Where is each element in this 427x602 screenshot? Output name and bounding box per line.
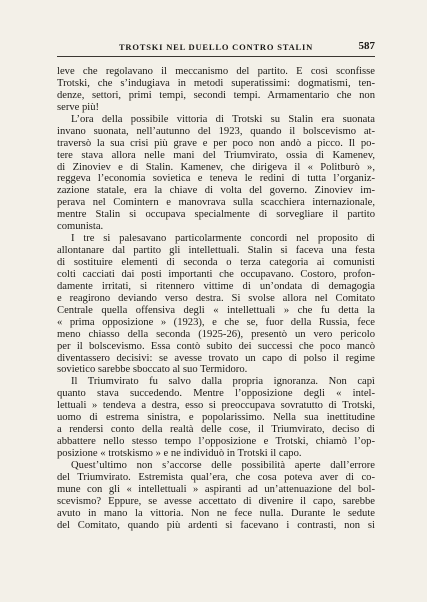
running-header (57, 40, 375, 57)
text-line: serve più! (57, 101, 100, 113)
text-line: I tre si palesavano particolarmente concordi nel proposito di (71, 233, 375, 245)
text-line: traversò la sua crisi più grave e per poco non andò a picco. Il po- (57, 137, 375, 149)
text-line: quanto stava succedendo. Mentre l’opposizione degli « intel- (57, 388, 375, 400)
text-line: di sostituire elementi di seconda o terza categoria ai comunisti (57, 257, 375, 268)
text-line: Centrale quella offensiva degli « intellettuali » che fu detta la (57, 304, 375, 316)
text-line: « prima opposizione » (1923), e che se, fuor della Russia, fece (57, 316, 375, 328)
text-line: allontanare dal partito gli intellettuali. Stalin si faceva una festa (57, 245, 375, 257)
text-line: lettuali » tendeva a destra, esso si preoccupava sovratutto di Trotski, (57, 400, 375, 412)
text-line: posizione « trotskismo » e ne individuò in Trotski il capo. (57, 448, 302, 459)
text-line: invano suonata, nell’autunno del 1923, quando il bolscevismo at- (57, 125, 375, 137)
text-line: colti cacciati dai posti importanti che occupavano. Costoro, profon- (57, 268, 375, 280)
text-line: e reagirono deviando verso destra. Si svolse allora nel Comitato (57, 292, 375, 304)
text-line: mentre Stalin si occupava specialmente di sorvegliare il partito (57, 209, 375, 221)
text-line: reggeva l’economia sovietica e teneva le redini di tutta l’organiz- (57, 173, 375, 185)
text-line: L’ora della possibile vittoria di Trotski su Stalin era suonata (71, 113, 375, 125)
text-line: mune con gli « intellettuali » aspiranti ad un’attenuazione del bol- (57, 483, 375, 495)
paragraph (57, 460, 375, 532)
text-line: Trotski, che s’indugiava in metodi superatissimi: dogmatismi, ten- (57, 77, 375, 89)
text-line: uomo di estrema sinistra, e popolarissimo. Nella sua inettitudine (57, 412, 375, 424)
text-line: scevismo? Eppure, se avesse accettato di divenire il capo, sarebbe (57, 495, 375, 507)
paragraph (57, 114, 375, 233)
text-line: a rendersi conto della realtà delle cose, il Triumvirato, deciso di (57, 424, 375, 436)
text-line: Il Triumvirato fu salvo dalla propria ignoranza. Non capì (71, 376, 375, 388)
text-line: per il bolscevismo. Essa contò subito dei successi che poco mancò (57, 340, 375, 352)
text-line: comunista. (57, 221, 104, 233)
text-line: avuto in mano la vittoria. Non ne fece nulla. Durante le sedute (57, 507, 375, 519)
header-title: TROTSKI NEL DUELLO CONTRO STALIN (118, 42, 314, 52)
text-line: perava nel Comintern e manovrava sulla scacchiera internazionale, (57, 197, 375, 209)
body-text (57, 66, 375, 532)
paragraph (57, 233, 375, 376)
text-line: zazione statale, era la chiave di volta del governo. Zinoviev im- (57, 185, 375, 197)
text-line: damente irritati, si ritennero vittime di un’ondata di demagogia (57, 280, 375, 292)
text-line: diventassero decisivi: se avesse trovato un capo di polso il regime (57, 352, 375, 364)
text-line: del Comitato, quando più ardenti si facevano i contrasti, non si (57, 519, 375, 531)
text-line: Quest’ultimo non s’accorse delle possibilità aperte dall’errore (71, 459, 375, 471)
page-number: 587 (358, 40, 375, 52)
text-line: leve che regolavano il meccanismo del partito. E così sconfisse (57, 66, 375, 77)
text-line: denze, settori, primi tempi, secondi tempi. Armamentario che non (57, 89, 375, 101)
paragraph (57, 66, 375, 114)
text-line: di Zinoviev e di Stalin. Kamenev, che dirigeva il « Politburò », (57, 161, 375, 173)
text-line: tere stava allora nelle mani del Triumvirato, ossia di Kamenev, (57, 149, 375, 161)
text-line: abbattere nello stesso tempo l’opposizione e Trotski, chiamò l’op- (57, 436, 375, 448)
paragraph (57, 376, 375, 460)
text-line: sovietico sarebbe sboccato al suo Termidoro. (57, 364, 248, 376)
text-line: meno chiasso della seconda (1925-26), presentò un vero pericolo (57, 328, 375, 340)
text-line: del Triumvirato. Estremista qual’era, che cosa poteva aver di co- (57, 471, 375, 483)
